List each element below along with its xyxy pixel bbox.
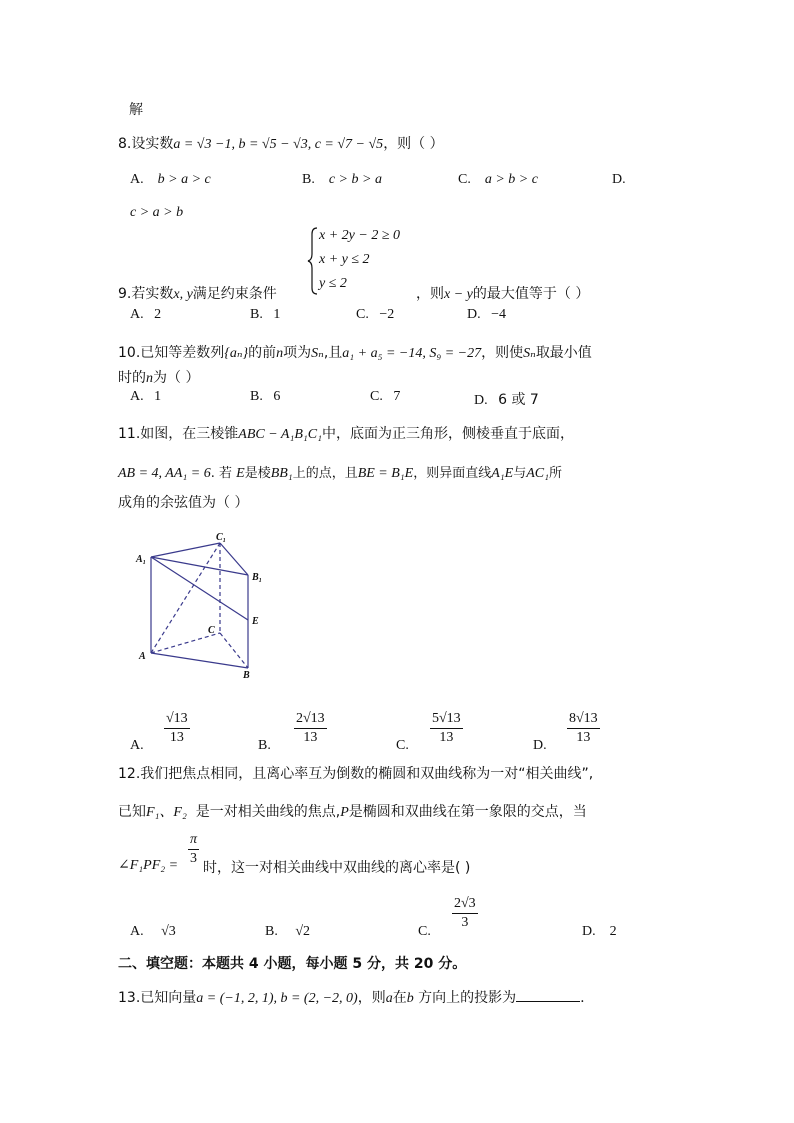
q12-option-c-letter: C. — [418, 924, 431, 939]
q12-option-a: A. √3 — [130, 924, 176, 939]
question-11-line-3: 成角的余弦值为（ ） — [118, 495, 249, 511]
q8-suffix: ，则（ ） — [383, 136, 444, 152]
q11-option-c-letter: C. — [396, 738, 409, 753]
q11-option-b-fraction: $\frac{2√13}{13}$ — [296, 711, 325, 745]
question-10-line-2: 时的n为（ ） — [118, 370, 200, 386]
prism-figure — [130, 525, 280, 685]
q11-option-a-fraction: $\frac{√13}{13}$ — [166, 711, 188, 745]
question-12: 12.我们把焦点相同，且离心率互为倒数的椭圆和双曲线称为一对“相关曲线”, — [118, 766, 594, 782]
q9-option-d: D. −4 — [467, 307, 507, 322]
q12-option-d: D. 2 — [582, 924, 617, 939]
label-b1: B₁ — [252, 572, 263, 583]
q11-option-a-letter: A. — [130, 738, 144, 753]
constraint-1: x + 2y − 2 ≥ 0 — [319, 228, 401, 243]
constraint-3: y ≤ 2 — [319, 276, 347, 291]
question-11: 11.如图，在三棱锥ABC − A₁B₁C₁中，底面为正三角形，侧棱垂直于底面， — [118, 426, 574, 442]
q12-option-c-fraction: $\frac{2√3}{3}$ — [454, 896, 476, 930]
q8-expression: a = √3 −1, b = √5 − √3, c = √7 − √5 — [173, 137, 384, 152]
q10-option-c: C. 7 — [370, 389, 401, 404]
answer-blank[interactable] — [516, 989, 580, 1002]
q10-option-b: B. 6 — [250, 389, 281, 404]
constraint-2: x + y ≤ 2 — [319, 252, 370, 267]
q12-angle-fraction: $\frac{\pi}{3}$ — [190, 832, 198, 866]
q8-option-c: C. a > b > c — [458, 172, 538, 187]
q11-option-d-letter: D. — [533, 738, 547, 753]
q9-constraint-system — [306, 226, 416, 296]
q9-option-b: B. 1 — [250, 307, 281, 322]
question-12-line-3: 时，这一对相关曲线中双曲线的离心率是( ) — [203, 860, 471, 876]
label-a: A — [139, 651, 146, 662]
question-11-line-2: AB = 4, AA₁ = 6. 若 E是棱BB₁上的点，且BE = B₁E，则异面直线A₁E与AC₁所 — [118, 466, 563, 481]
question-9: 9.若实数x, y满足约束条件 — [118, 286, 277, 302]
label-a1: A₁ — [136, 554, 147, 565]
q8-option-d-letter: D. — [612, 172, 626, 187]
leading-text: 解 — [129, 102, 143, 118]
q8-option-a: A. b > a > c — [130, 172, 211, 187]
question-13: 13.已知向量a = (−1, 2, 1), b = (2, −2, 0)，则a在b 方向上的投影为 . — [118, 990, 585, 1006]
q11-option-d-fraction: $\frac{8√13}{13}$ — [569, 711, 598, 745]
left-brace-icon — [306, 226, 320, 296]
label-c1: C₁ — [216, 532, 227, 543]
q11-option-c-fraction: $\frac{5√13}{13}$ — [432, 711, 461, 745]
label-b: B — [243, 670, 250, 681]
q12-option-b: B. √2 — [265, 924, 311, 939]
q11-option-b-letter: B. — [258, 738, 271, 753]
question-8 — [118, 133, 444, 153]
label-e: E — [252, 616, 259, 627]
q10-option-a: A. 1 — [130, 389, 162, 404]
label-c: C — [208, 625, 215, 636]
question-10: 10.已知等差数列{aₙ}的前n项为Sₙ,且a₁ + a₅ = −14, S₉ = −27，则使Sₙ取最小值 — [118, 345, 592, 361]
section-2-title: 二、填空题：本题共 4 小题，每小题 5 分，共 20 分。 — [118, 956, 467, 972]
q8-prefix: 8.设实数 — [118, 136, 174, 152]
question-12-line-2: 已知F₁、F₂ 是一对相关曲线的焦点,P是椭圆和双曲线在第一象限的交点，当 — [118, 804, 587, 820]
q9-option-a: A. 2 — [130, 307, 162, 322]
q8-option-d-text: c > a > b — [130, 205, 184, 220]
q12-angle: ∠F₁PF₂ = — [118, 858, 179, 873]
q9-option-c: C. −2 — [356, 307, 395, 322]
q8-option-b: B. c > b > a — [302, 172, 382, 187]
question-9-tail: ，则x − y的最大值等于（ ） — [416, 286, 590, 302]
q10-option-d: D. 6 或 7 — [474, 392, 539, 408]
